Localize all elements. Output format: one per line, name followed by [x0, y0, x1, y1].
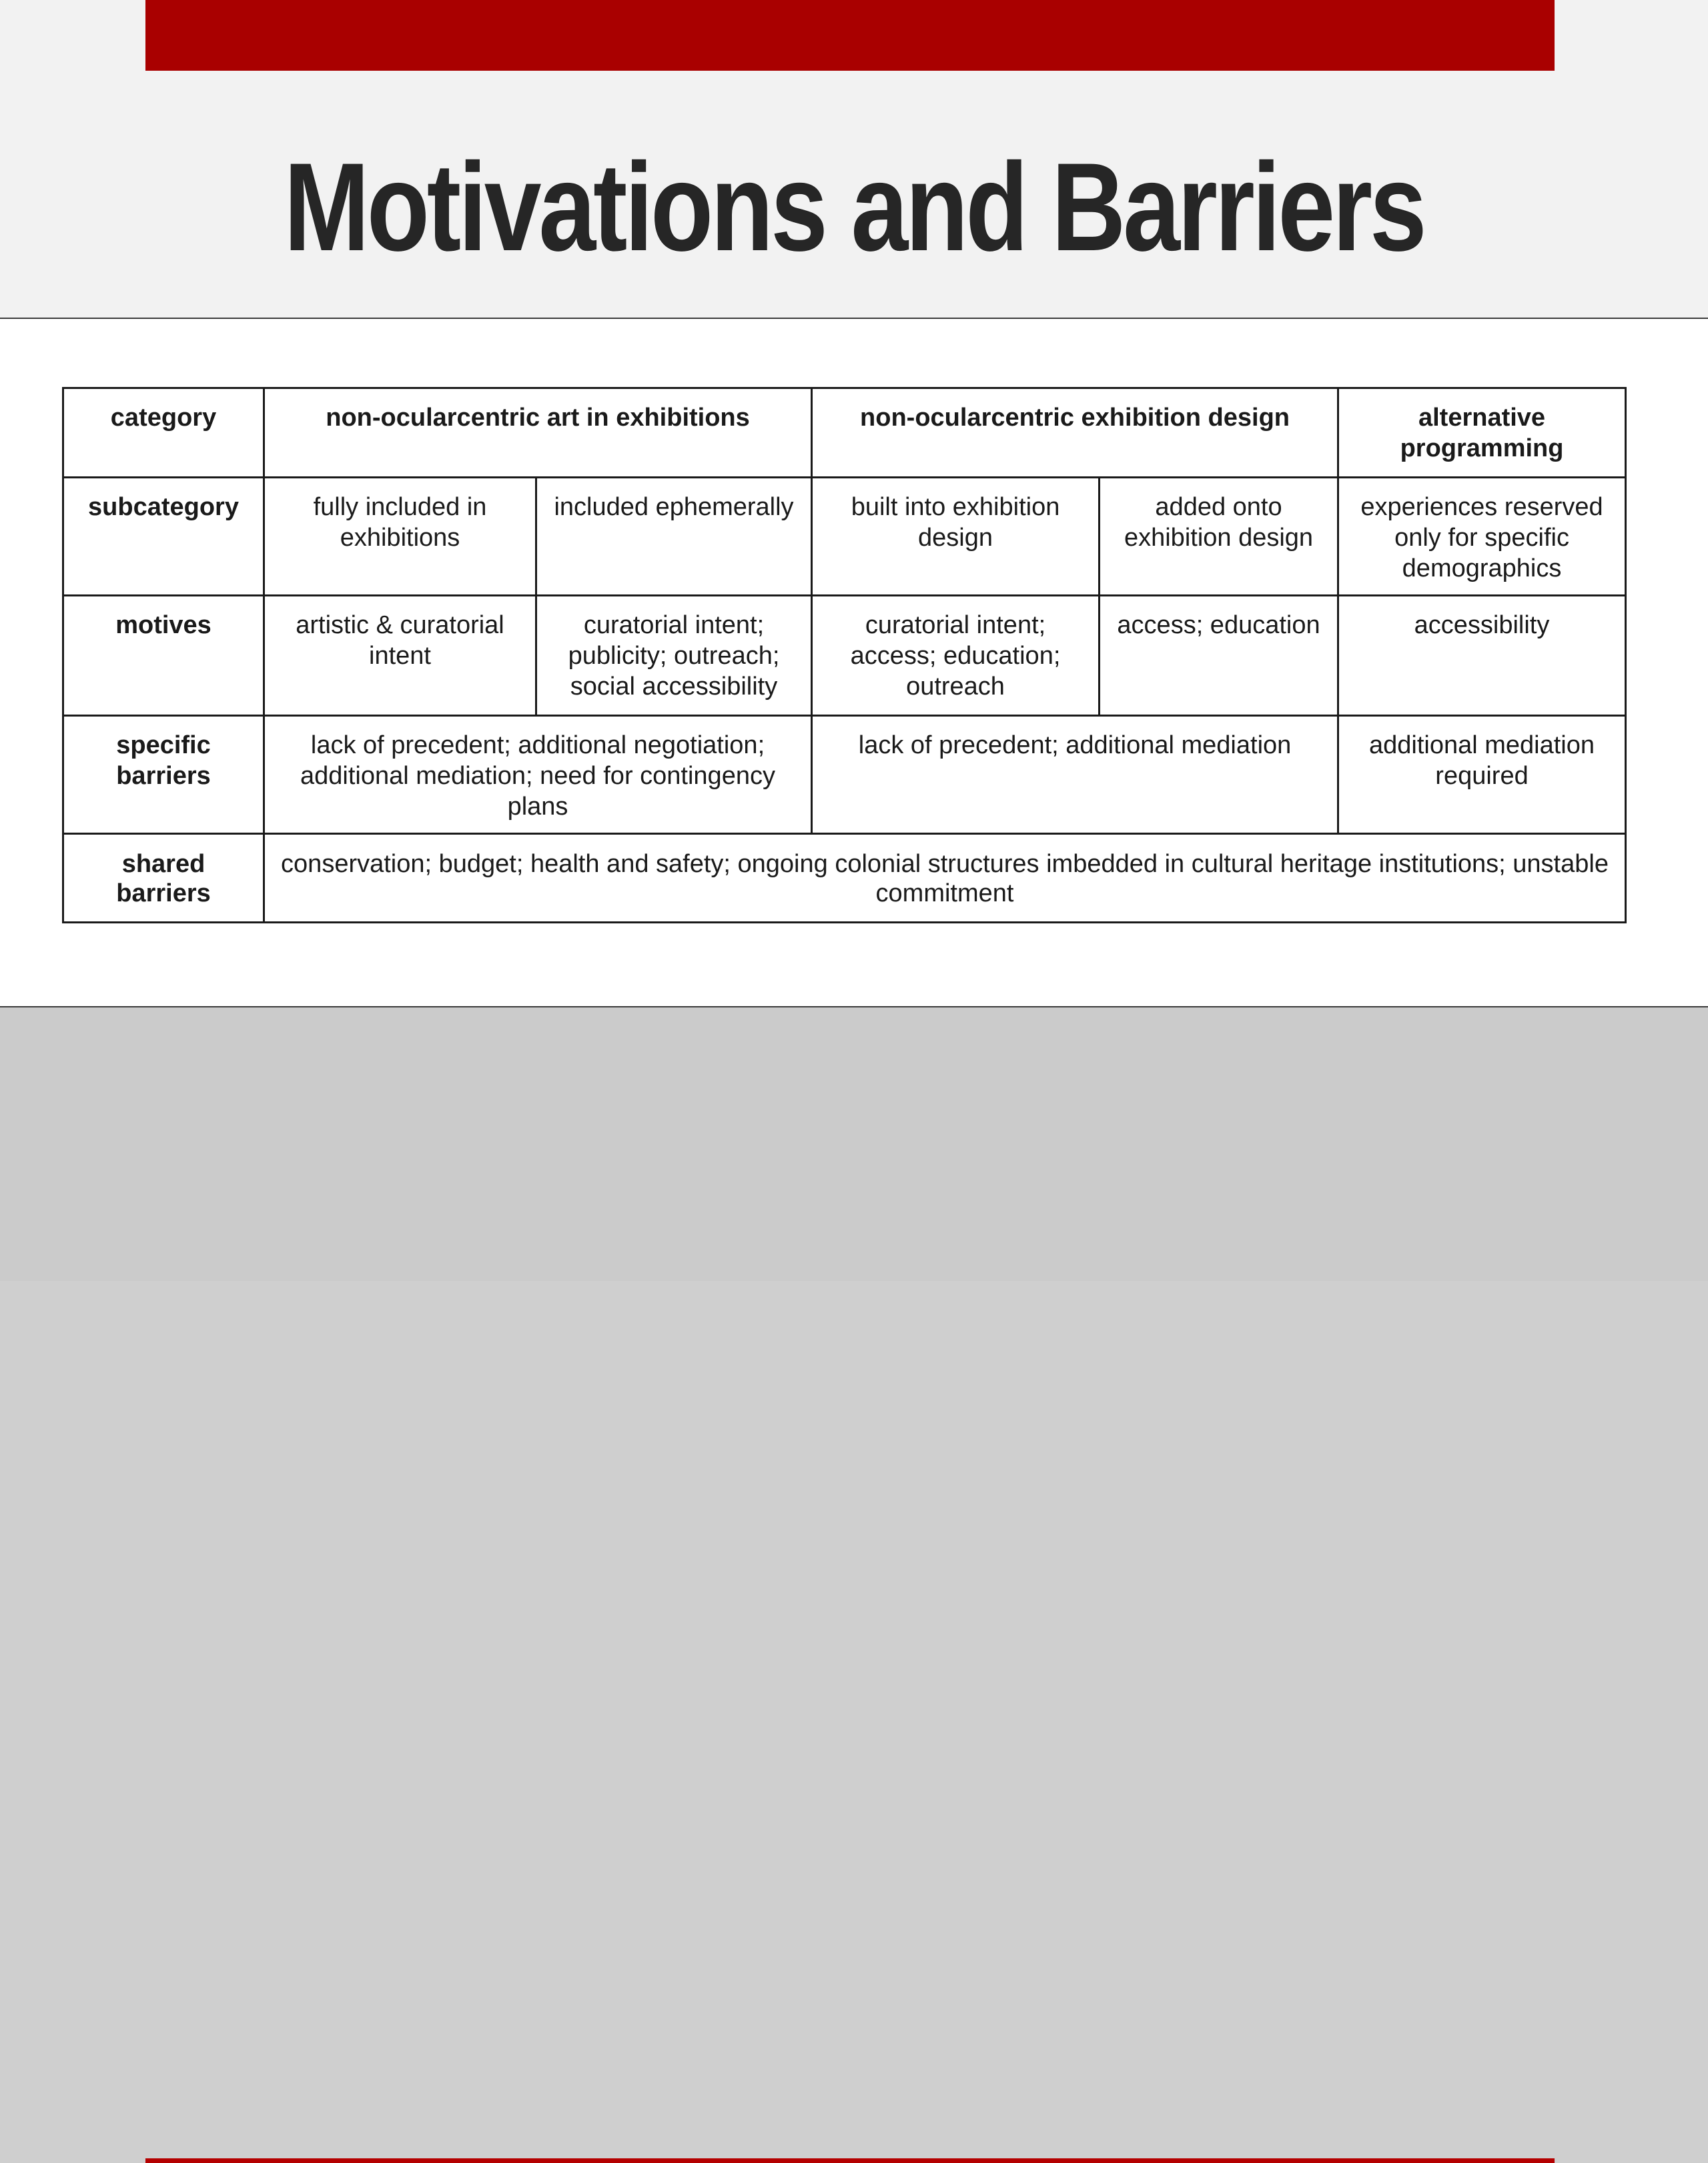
cell-motives-reserved: accessibility	[1338, 596, 1626, 716]
table-row-specific-barriers	[63, 716, 1626, 834]
cell-motives-fully-included: artistic & curatorial intent	[264, 596, 536, 716]
cell-subcategory-ephemeral: included ephemerally	[536, 478, 812, 596]
cell-subcategory-built-into: built into exhibition design	[812, 478, 1100, 596]
footer-accent-line	[145, 2158, 1555, 2163]
cell-shared-barriers-all: conservation; budget; health and safety; ongoing colonial structures imbedded in cultural heritage institutions; unstable commitment	[264, 834, 1626, 923]
row-label-shared-barriers: shared barriers	[63, 834, 264, 923]
cell-subcategory-added-onto: added onto exhibition design	[1100, 478, 1338, 596]
slide-title: Motivations and Barriers	[284, 137, 1424, 277]
row-label-specific-barriers: specific barriers	[63, 716, 264, 834]
header-cell-category: category	[63, 388, 264, 478]
cell-motives-added-onto: access; education	[1100, 596, 1338, 716]
header-accent-bar	[145, 0, 1555, 71]
table-row-shared-barriers	[63, 834, 1626, 923]
cell-motives-ephemeral: curatorial intent; publicity; outreach; social accessibility	[536, 596, 812, 716]
footer-band	[0, 1007, 1708, 1281]
header-cell-art-in-exhibitions: non-ocularcentric art in exhibitions	[264, 388, 812, 478]
cell-specific-barriers-art: lack of precedent; additional negotiation; additional mediation; need for contingency plans	[264, 716, 812, 834]
row-label-subcategory: subcategory	[63, 478, 264, 596]
cell-motives-built-into: curatorial intent; access; education; outreach	[812, 596, 1100, 716]
row-label-motives: motives	[63, 596, 264, 716]
header-cell-exhibition-design: non-ocularcentric exhibition design	[812, 388, 1338, 478]
title-band	[0, 0, 1708, 319]
table-row-motives	[63, 596, 1626, 716]
cell-specific-barriers-alt: additional mediation required	[1338, 716, 1626, 834]
header-cell-alternative-programming: alternative programming	[1338, 388, 1626, 478]
table-row-subcategory	[63, 478, 1626, 596]
motivations-barriers-table	[62, 387, 1627, 923]
cell-specific-barriers-design: lack of precedent; additional mediation	[812, 716, 1338, 834]
cell-subcategory-reserved: experiences reserved only for specific demographics	[1338, 478, 1626, 596]
cell-subcategory-fully-included: fully included in exhibitions	[264, 478, 536, 596]
table-header-row	[63, 388, 1626, 478]
